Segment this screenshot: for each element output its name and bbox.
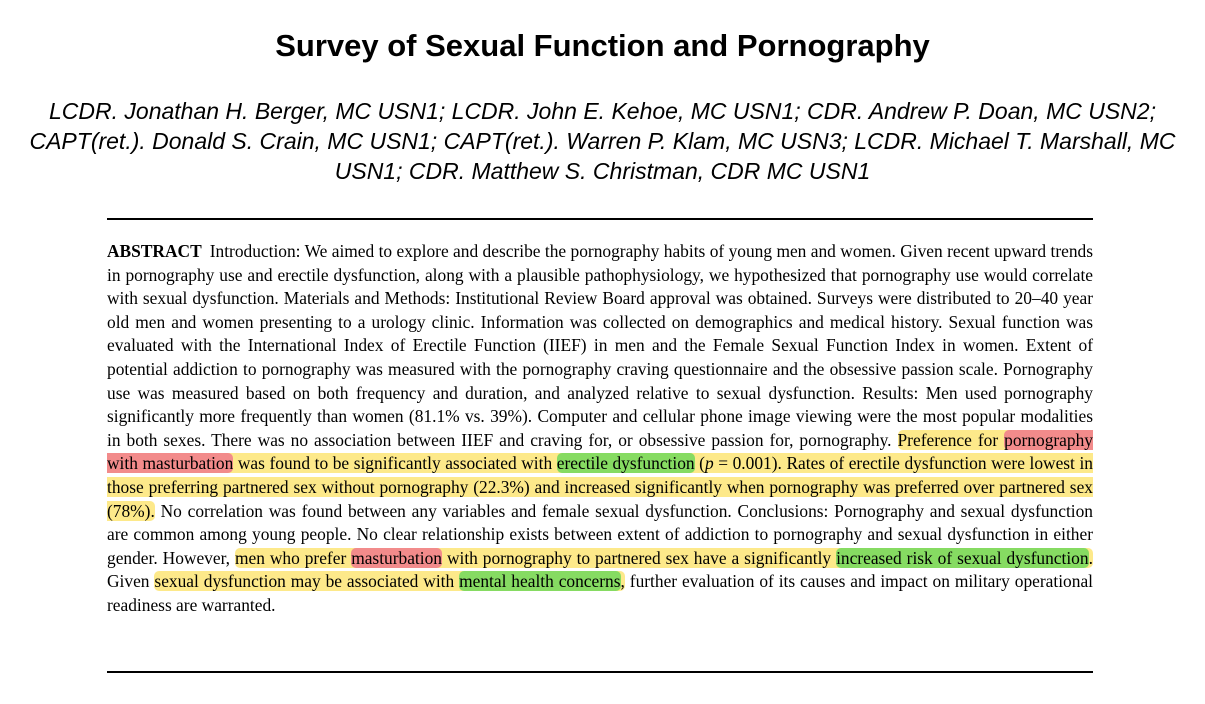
paper-title: Survey of Sexual Function and Pornography	[275, 28, 930, 63]
abstract-text: Introduction: We aimed to explore and describe the pornography habits of young men and women. Given recent upward trends in pornography use and erectile dysfunction, along with a plausible pathophysiology, we hypothesized that pornography use would correlate with sexual dysfunction. Materials and Methods: Institutional Review Board approval was obtained. Surveys were distributed to 20–40 year old men and women presenting to a urology clinic. Information was collected on demographics and medical history. Sexual function was evaluated with the International Index of Erectile Function (IIEF) in men and the Female Sexual Function Index in women. Extent of potential addiction to pornography was measured with the pornography craving questionnaire and the obsessive passion scale. Pornography use was measured based on both frequency and duration, and analyzed relative to sexual dysfunction. Results: Men used pornography significantly more frequently than women (81.1% vs. 39%). Computer and cellular phone image viewing were the most popular modalities in both sexes. There was no association between IIEF and craving for, or obsessive passion for, pornography.	[107, 241, 1093, 450]
highlight-green: increased risk of sexual dysfunction	[836, 547, 1089, 568]
abstract-text: further evaluation of its causes and impact on military operational readiness are warranted.	[107, 571, 1093, 615]
abstract-text: = 0.001). Rates of erectile dysfunction were lowest in those preferring partnered sex without pornography (22.3%) and increased significantly when pornography was preferred over partnered sex (78%).	[107, 453, 1093, 521]
abstract-text: Given	[107, 571, 150, 592]
abstract-text: (	[699, 453, 705, 474]
highlight-yellow	[235, 548, 1093, 568]
abstract-label: ABSTRACT	[107, 241, 202, 261]
abstract-paragraph	[107, 240, 1093, 618]
abstract-text: No correlation was found between any variables and female sexual dysfunction. Conclusions: Pornography and sexual dysfunction are common among young people. No clear relationship exists between extent of addiction to pornography and sexual dysfunction in either gender. However,	[107, 500, 1094, 568]
bottom-rule	[107, 671, 1093, 673]
abstract-text: was found to be significantly associated with	[237, 453, 553, 474]
abstract-text: sexual dysfunction may be associated with	[154, 571, 455, 592]
top-rule	[107, 218, 1093, 220]
highlight-green: mental health concerns	[459, 571, 621, 592]
highlight-red: masturbation	[351, 547, 442, 568]
highlight-yellow	[154, 571, 624, 591]
highlight-green: erectile dysfunction	[556, 453, 695, 474]
abstract-text: with pornography to partnered sex have a significantly	[446, 547, 832, 568]
p-value-symbol: p	[704, 453, 714, 474]
abstract-text: Preference for	[897, 429, 999, 450]
abstract-text: men who prefer	[234, 547, 347, 568]
author-list: LCDR. Jonathan H. Berger, MC USN1; LCDR. John E. Kehoe, MC USN1; CDR. Andrew P. Doan, MC USN2; CAPT(ret.). Donald S. Crain, MC USN1; CAPT(ret.). Warren P. Klam, MC USN3; LCDR. Michael T. Marshall, MC USN1; CDR. Matthew S. Christman, CDR MC USN1	[29, 98, 1176, 184]
abstract-text: .	[1088, 547, 1093, 568]
abstract-text: ,	[620, 571, 625, 592]
highlight-red: pornography with masturbation	[107, 429, 1093, 474]
